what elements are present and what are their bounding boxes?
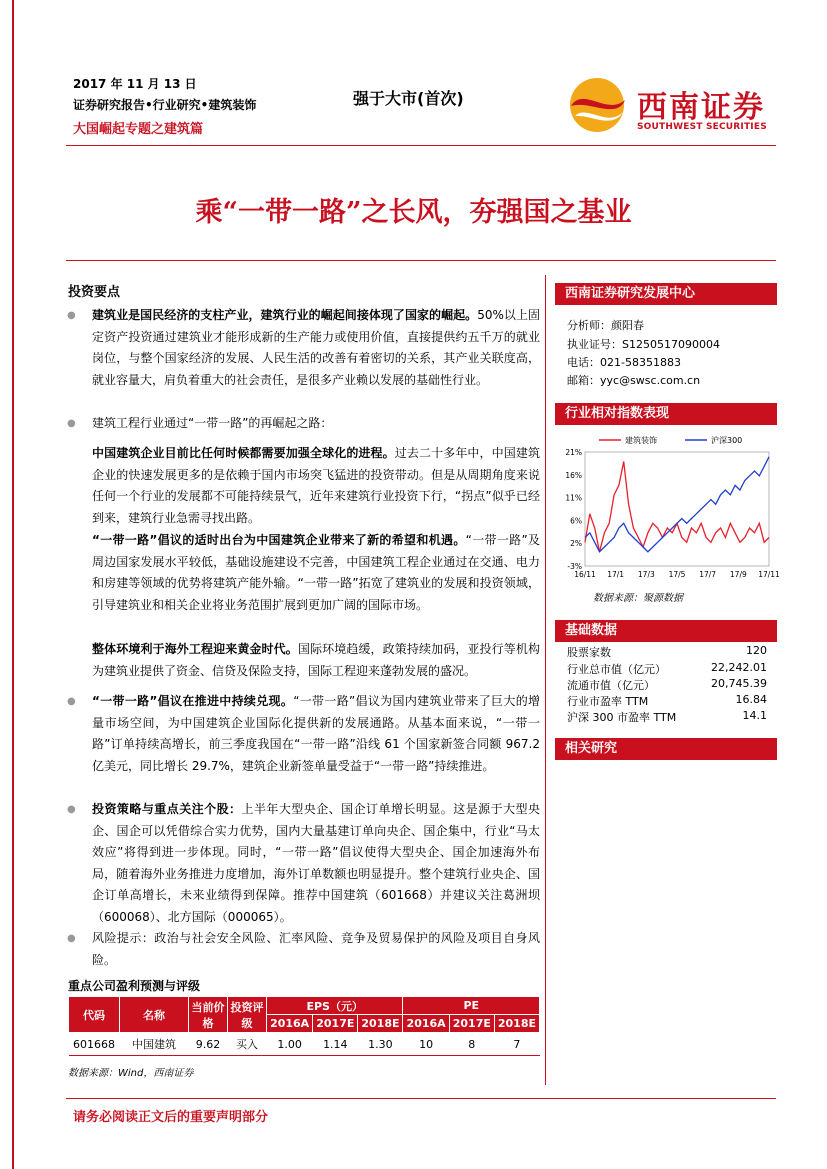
basic-row: 沪深 300 市盈率 TTM 14.1	[567, 709, 767, 724]
legend-label: 建筑装饰	[625, 436, 657, 445]
email[interactable]: 邮箱：yyc@swsc.com.cn	[567, 374, 701, 387]
research-center-bar: 西南证券研究发展中心	[555, 283, 777, 305]
y-tick-label: -3%	[567, 562, 582, 571]
forecast-source: 数据来源：Wind，西南证券	[68, 1068, 194, 1079]
logo-text-en: SOUTHWEST SECURITIES	[637, 122, 767, 132]
y-tick-label: 16%	[565, 470, 582, 480]
license: 执业证号：S1250517090004	[567, 338, 720, 351]
chart-head-bar: 行业相对指数表现	[555, 403, 777, 425]
col-year: 2017E	[449, 1015, 494, 1033]
cell-eps: 1.00	[267, 1033, 313, 1056]
basic-row: 股票家数 120	[567, 644, 767, 659]
cell-rating: 买入	[228, 1033, 267, 1056]
logo-text-cn: 西南证券	[637, 90, 765, 125]
bullet-icon: ●	[67, 696, 76, 707]
col-year: 2017E	[313, 1015, 358, 1033]
cell-price: 9.62	[189, 1033, 228, 1056]
y-tick-label: 6%	[570, 516, 582, 526]
bullet-icon: ●	[67, 804, 76, 815]
summary-sub-2: “一带一路”倡议的适时出台为中国建筑企业带来了新的希望和机遇。“一带一路”及周边国家发展水平较低，基础设施建设不完善，中国建筑工程企业通过在交通、电力和房建等领域的优势将建筑产能外输。“一带一路”拓宽了建筑业的发展和投资领域，引导建筑业和相关企业将业务范围扩展到更加广阔的国际市场。	[92, 533, 541, 612]
y-tick-label: 11%	[565, 493, 582, 503]
summary-point-5: ● 风险提示：政治与社会安全风险、汇率风险、竞争及贸易保护的风险及项目自身风险。	[68, 928, 540, 971]
forecast-caption: 重点公司盈利预测与评级	[68, 979, 201, 993]
col-eps: EPS（元）	[267, 997, 403, 1015]
bullet-icon: ●	[67, 933, 76, 944]
basic-row: 行业总市值（亿元） 22,242.01	[567, 661, 767, 676]
cell-pe: 7	[494, 1033, 539, 1056]
related-research-bar: 相关研究	[555, 738, 777, 760]
chart-source: 数据来源：聚源数据	[593, 593, 683, 604]
col-rating: 投资评级	[228, 997, 267, 1033]
footer-note: 请务必阅读正文后的重要声明部分	[73, 1110, 269, 1125]
cell-code: 601668	[69, 1033, 120, 1056]
col-pe: PE	[403, 997, 540, 1015]
summary-point-2: ● 建筑工程行业通过“一带一路”的再崛起之路：	[68, 413, 540, 435]
basic-row: 行业市盈率 TTM 16.84	[567, 693, 767, 708]
plot-frame	[585, 452, 769, 566]
report-type: 证券研究报告•行业研究•建筑装饰	[73, 98, 257, 112]
summary-sub-1: 中国建筑企业目前比任何时候都需要加强全球化的进程。过去二十多年中，中国建筑企业的快速发展更多的是依赖于国内市场突飞猛进的投资带动。但是从周期角度来说任何一个行业的发展都不可能持续景气，近年来建筑行业投资下行，“拐点”似乎已经到来，建筑行业急需寻找出路。	[92, 446, 540, 525]
analyst: 分析师：颜阳春	[567, 319, 644, 332]
summary-heading: 投资要点	[68, 285, 121, 300]
report-date: 2017 年 11 月 13 日	[73, 77, 197, 91]
logo-icon	[567, 76, 631, 134]
legend-label: 沪深300	[711, 436, 743, 445]
x-tick-label: 16/11	[574, 570, 596, 579]
col-year: 2018E	[494, 1015, 539, 1033]
header-divider	[66, 145, 776, 146]
bullet-icon: ●	[67, 418, 76, 429]
col-code: 代码	[69, 997, 120, 1033]
cell-eps: 1.30	[358, 1033, 403, 1056]
rating: 强于大市(首次)	[353, 89, 464, 108]
x-tick-label: 17/3	[637, 570, 655, 579]
cell-pe: 10	[403, 1033, 449, 1056]
cell-pe: 8	[449, 1033, 494, 1056]
x-tick-label: 17/11	[758, 570, 780, 579]
summary-point-4: ● 投资策略与重点关注个股：上半年大型央企、国企订单增长明显。这是源于大型央企、国企可以凭借综合实力优势，国内大量基建订单向央企、国企集中，行业“马太效应”将得到进一步体现。同时，“一带一路”倡议使得大型央企、国企加速海外布局，随着海外业务推进力度增加，海外订单数额也明显提升。整个建筑行业央企、国企订单高增长，未来业绩得到保障。推荐中国建筑（601668）并建议关注葛洲坝（600068）、北方国际（000065）。	[68, 799, 540, 928]
summary-point-1: ● 建筑业是国民经济的支柱产业，建筑行业的崛起间接体现了国家的崛起。50%以上固定资产投资通过建筑业才能形成新的生产能力或使用价值，直接提供约五千万的就业岗位，与整个国家经济的发展、人民生活的改善有着密切的关系，其产业关联度高，就业容量大，肩负着重大的社会责任，是很多产业赖以发展的基础性行业。	[68, 305, 540, 391]
cell-eps: 1.14	[313, 1033, 358, 1056]
title-divider	[66, 260, 776, 261]
phone: 电话：021-58351883	[567, 356, 681, 369]
col-year: 2016A	[403, 1015, 449, 1033]
index-chart	[557, 430, 780, 588]
x-tick-label: 17/5	[668, 570, 686, 579]
basic-data-bar: 基础数据	[555, 620, 777, 642]
x-tick-label: 17/9	[729, 570, 747, 579]
x-tick-label: 17/1	[607, 570, 625, 579]
bullet-icon: ●	[67, 310, 76, 321]
col-year: 2018E	[358, 1015, 403, 1033]
left-rule	[12, 0, 14, 1169]
table-row	[69, 1033, 540, 1056]
summary-point-3: ● “一带一路”倡议在推进中持续兑现。“一带一路”倡议为国内建筑业带来了巨大的增量市场空间，为中国建筑企业国际化提供新的发展通路。从基本面来说，“一带一路”订单持续高增长，前三季度我国在“一带一路”沿线 61 个国家新签合同额 967.2 亿美元，同比增长 29.7%，建筑企业新签单量受益于“一带一路”持续推进。	[68, 691, 540, 777]
y-tick-label: 2%	[570, 539, 582, 549]
cell-name: 中国建筑	[120, 1033, 189, 1056]
basic-row: 流通市值（亿元） 20,745.39	[567, 677, 767, 692]
report-title: 乘“一带一路”之长风，夯强国之基业	[195, 197, 632, 228]
forecast-table	[68, 996, 540, 1056]
col-year: 2016A	[267, 1015, 313, 1033]
report-topic: 大国崛起专题之建筑篇	[73, 122, 204, 137]
col-name: 名称	[120, 997, 189, 1033]
summary-sub-3: 整体环境利于海外工程迎来黄金时代。国际环境趋缓，政策持续加码，亚投行等机构为建筑业提供了资金、信贷及保险支持，国际工程迎来蓬勃发展的盛况。	[92, 642, 540, 678]
y-tick-label: 21%	[565, 448, 582, 457]
footer-divider	[66, 1098, 776, 1099]
column-divider	[545, 275, 546, 1085]
x-tick-label: 17/7	[699, 570, 717, 579]
col-price: 当前价格	[189, 997, 228, 1033]
